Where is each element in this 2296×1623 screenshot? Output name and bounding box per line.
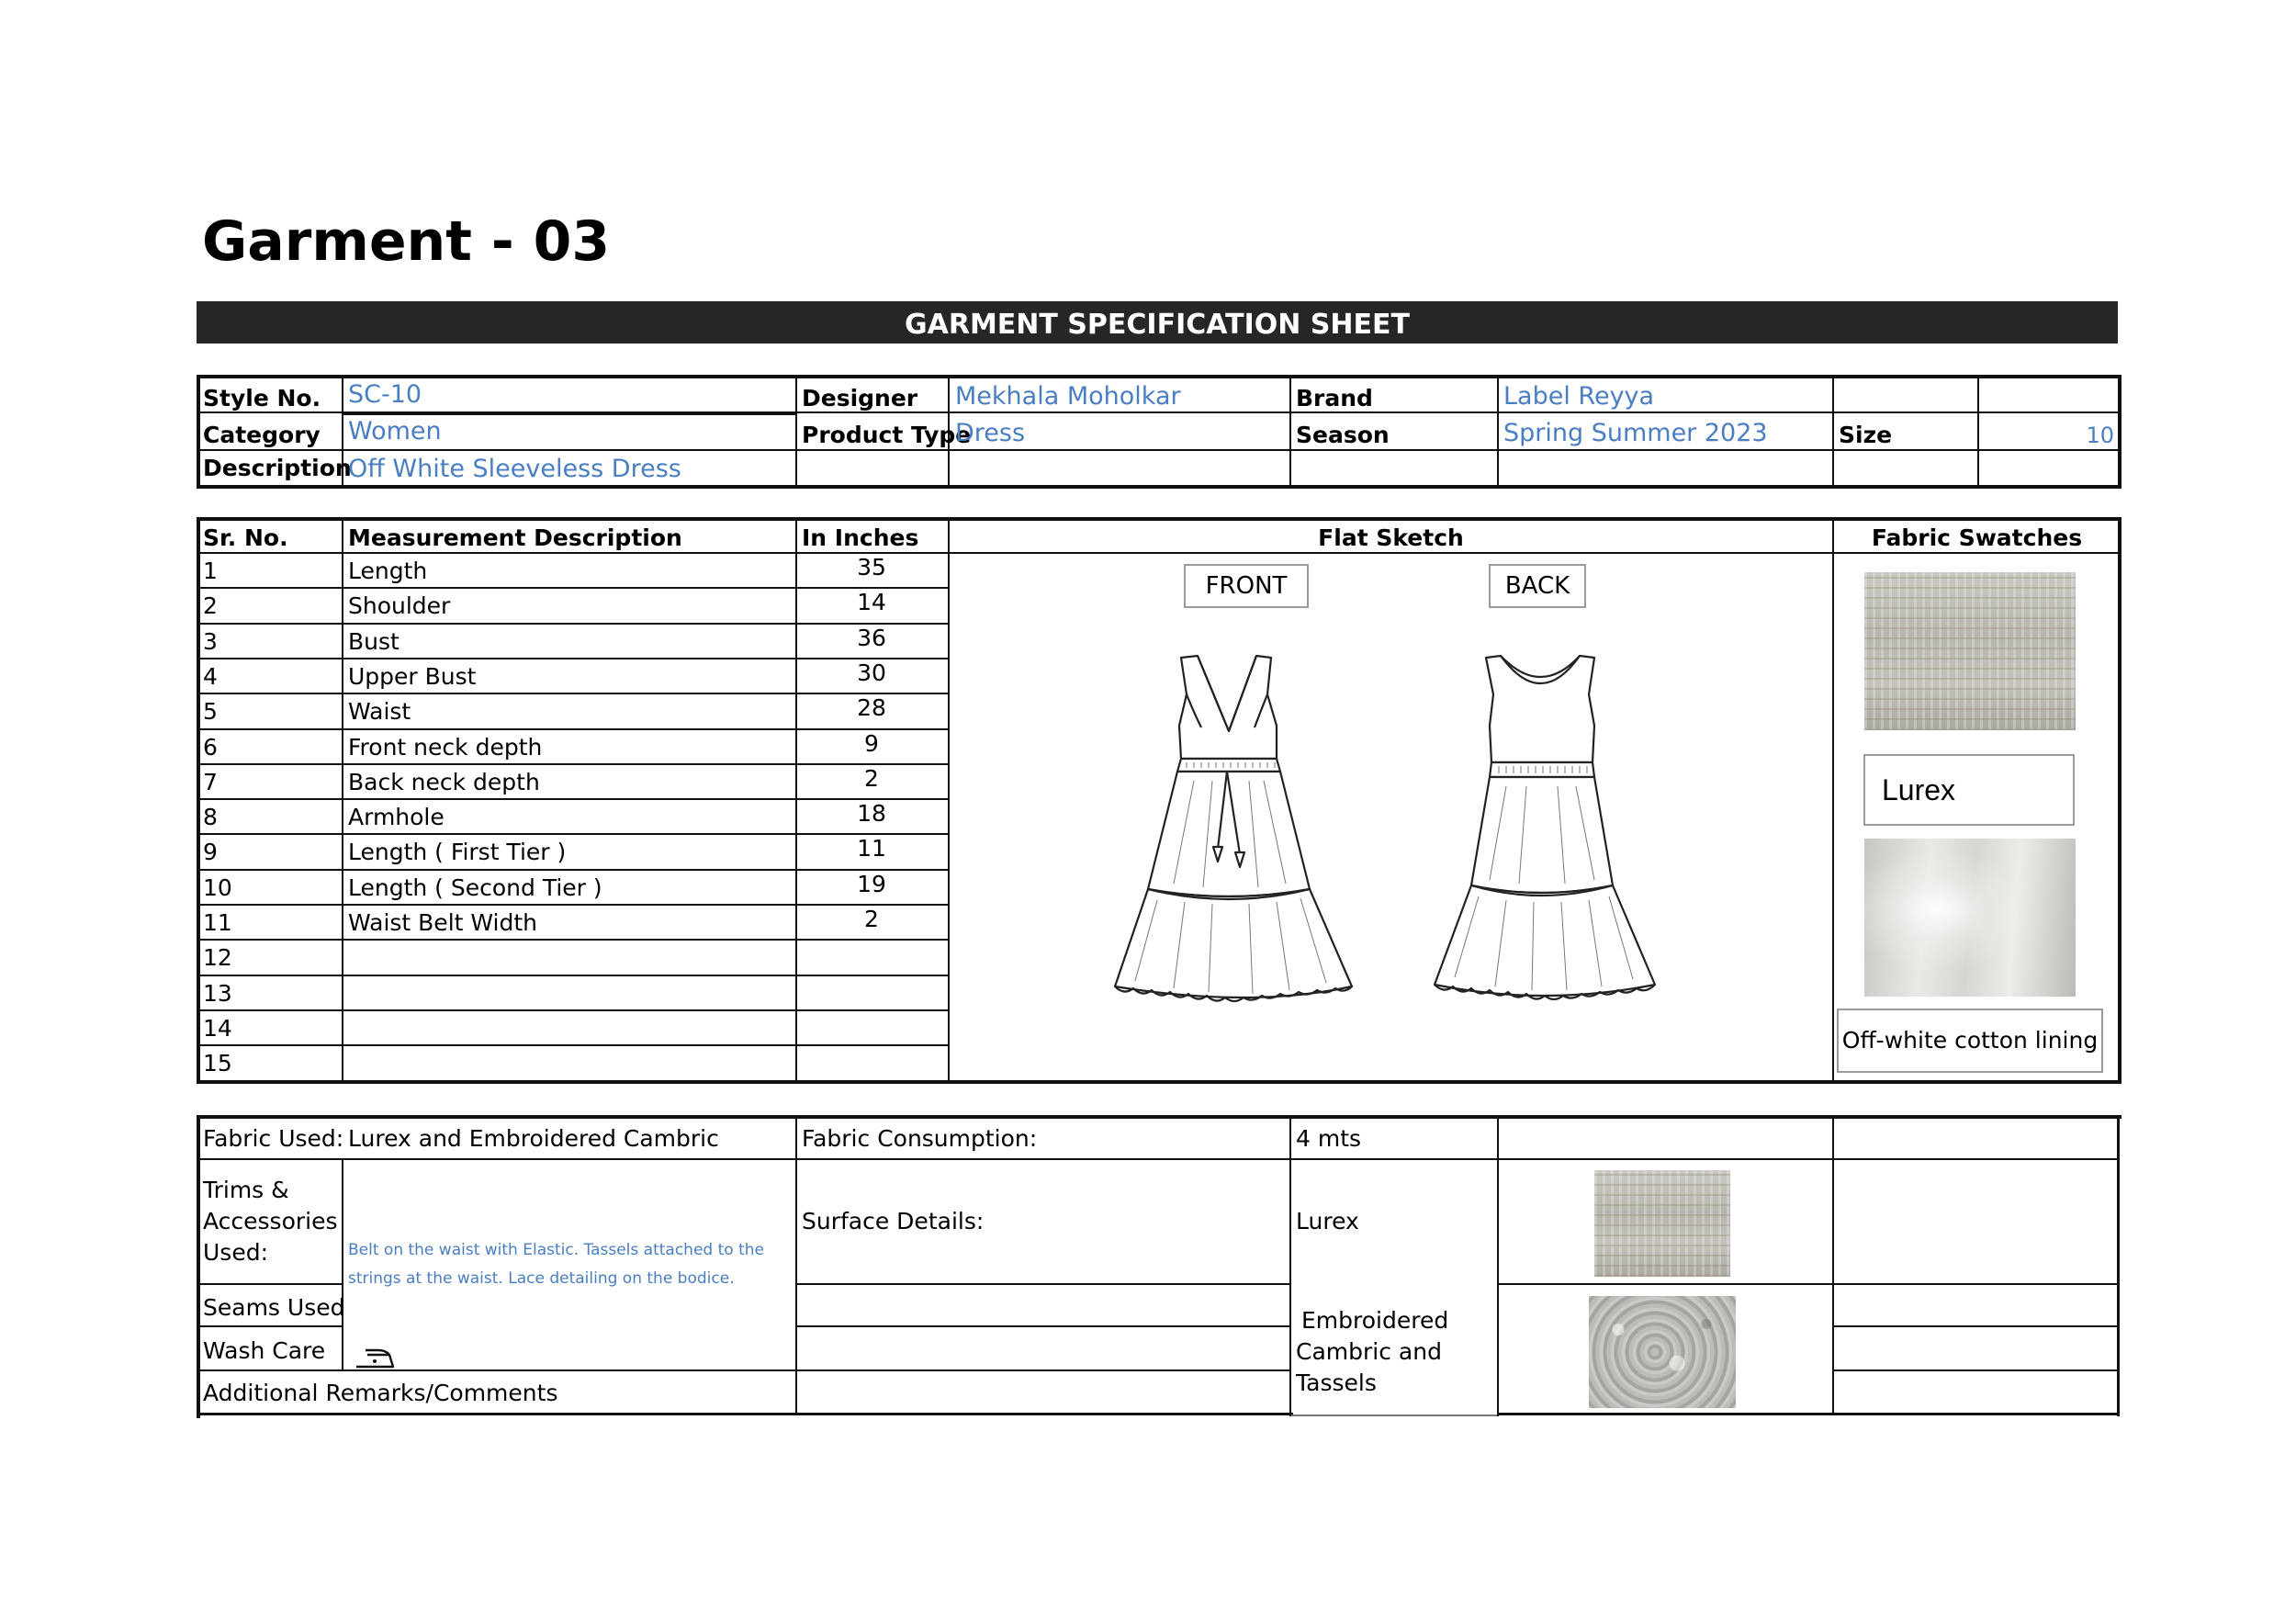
surface-embroidered-line3: Tassels xyxy=(1296,1369,1377,1396)
trims-label-line3: Used: xyxy=(203,1239,268,1266)
measurement-description: Back neck depth xyxy=(348,769,540,795)
category-value: Women xyxy=(348,417,442,445)
additional-remarks-label: Additional Remarks/Comments xyxy=(203,1380,558,1406)
measurement-sr-no: 14 xyxy=(203,1015,232,1042)
iron-icon xyxy=(353,1347,397,1370)
measurement-description: Bust xyxy=(348,628,400,655)
description-label: Description xyxy=(203,455,352,481)
measurement-description: Shoulder xyxy=(348,592,451,619)
measurement-value-inches: 28 xyxy=(857,694,886,721)
measurement-description: Waist xyxy=(348,698,411,725)
measurement-value-inches: 11 xyxy=(857,835,886,862)
product-type-label: Product Type xyxy=(802,422,972,448)
designer-label: Designer xyxy=(802,385,918,411)
category-label: Category xyxy=(203,422,321,448)
back-label: BACK xyxy=(1489,564,1586,608)
measurement-sr-no: 8 xyxy=(203,804,218,830)
measurement-sr-no: 11 xyxy=(203,909,232,936)
measurement-sr-no: 10 xyxy=(203,874,232,901)
measurement-description: Waist Belt Width xyxy=(348,909,538,936)
measurement-value-inches: 36 xyxy=(857,625,886,651)
measurement-value-inches: 9 xyxy=(864,730,879,757)
measurement-value-inches: 2 xyxy=(864,765,879,792)
measurement-sr-no: 4 xyxy=(203,663,218,690)
measurement-sr-no: 5 xyxy=(203,698,218,725)
measurement-sr-no: 2 xyxy=(203,592,218,619)
dress-sketch-illustration xyxy=(1102,643,1727,1029)
measurement-description: Length xyxy=(348,558,428,584)
col-fabric-swatches: Fabric Swatches xyxy=(1871,524,2083,551)
surface-embroidered-line2: Cambric and xyxy=(1296,1338,1442,1365)
measurement-sr-no: 12 xyxy=(203,944,232,971)
fabric-used-value: Lurex and Embroidered Cambric xyxy=(348,1125,719,1152)
measurement-value-inches: 18 xyxy=(857,800,886,827)
wash-care-label: Wash Care xyxy=(203,1337,326,1364)
size-label: Size xyxy=(1839,422,1893,448)
designer-value: Mekhala Moholkar xyxy=(955,382,1181,411)
measurement-description: Length ( First Tier ) xyxy=(348,839,567,865)
measurement-value-inches: 30 xyxy=(857,659,886,686)
measurement-value-inches: 2 xyxy=(864,906,879,932)
measurement-sr-no: 13 xyxy=(203,980,232,1007)
page-title: Garment - 03 xyxy=(202,209,611,274)
measurement-description: Length ( Second Tier ) xyxy=(348,874,602,901)
col-measurement-description: Measurement Description xyxy=(348,524,682,551)
product-type-value: Dress xyxy=(955,419,1026,447)
seams-used-label: Seams Used xyxy=(203,1294,345,1321)
fabric-used-label: Fabric Used: xyxy=(203,1125,344,1152)
front-label: FRONT xyxy=(1184,564,1309,608)
measurement-sr-no: 3 xyxy=(203,628,218,655)
brand-label: Brand xyxy=(1296,385,1373,411)
col-in-inches: In Inches xyxy=(802,524,919,551)
brand-value: Label Reyya xyxy=(1503,382,1655,411)
surface-lurex-swatch xyxy=(1594,1170,1730,1277)
season-label: Season xyxy=(1296,422,1390,448)
surface-details-label: Surface Details: xyxy=(802,1208,985,1234)
style-no-label: Style No. xyxy=(203,385,321,411)
size-value: 10 xyxy=(2086,423,2114,448)
measurement-sr-no: 7 xyxy=(203,769,218,795)
measurement-sr-no: 15 xyxy=(203,1050,232,1076)
measurement-description: Armhole xyxy=(348,804,445,830)
measurement-sr-no: 6 xyxy=(203,734,218,761)
front-dress-sketch xyxy=(1115,656,1352,1001)
measurement-sr-no: 9 xyxy=(203,839,218,865)
cotton-swatch-image xyxy=(1864,839,2076,997)
surface-lurex-label: Lurex xyxy=(1296,1208,1359,1234)
measurement-value-inches: 35 xyxy=(857,554,886,580)
lurex-swatch-image xyxy=(1864,572,2076,730)
col-sr-no: Sr. No. xyxy=(203,524,288,551)
embroidered-cambric-swatch xyxy=(1589,1296,1736,1408)
lurex-swatch-label: Lurex xyxy=(1863,754,2075,826)
description-value: Off White Sleeveless Dress xyxy=(348,455,681,483)
trims-description: Belt on the waist with Elastic. Tassels attached to the strings at the waist. Lace detailing on the bodice. xyxy=(348,1241,764,1288)
surface-embroidered-line1: Embroidered xyxy=(1301,1307,1449,1334)
fabric-consumption-value: 4 mts xyxy=(1296,1125,1362,1152)
measurement-value-inches: 14 xyxy=(857,589,886,615)
back-dress-sketch xyxy=(1435,656,1655,999)
measurement-sr-no: 1 xyxy=(203,558,218,584)
sheet-banner: GARMENT SPECIFICATION SHEET xyxy=(197,301,2118,344)
measurement-value-inches: 19 xyxy=(857,871,886,897)
style-no-value: SC-10 xyxy=(348,380,422,409)
cotton-swatch-label: Off-white cotton lining xyxy=(1837,1009,2103,1073)
trims-label-line1: Trims & xyxy=(203,1177,289,1203)
col-flat-sketch: Flat Sketch xyxy=(1318,524,1464,551)
measurement-description: Upper Bust xyxy=(348,663,477,690)
fabric-consumption-label: Fabric Consumption: xyxy=(802,1125,1038,1152)
season-value: Spring Summer 2023 xyxy=(1503,419,1768,447)
measurement-description: Front neck depth xyxy=(348,734,543,761)
trims-label-line2: Accessories xyxy=(203,1208,338,1234)
